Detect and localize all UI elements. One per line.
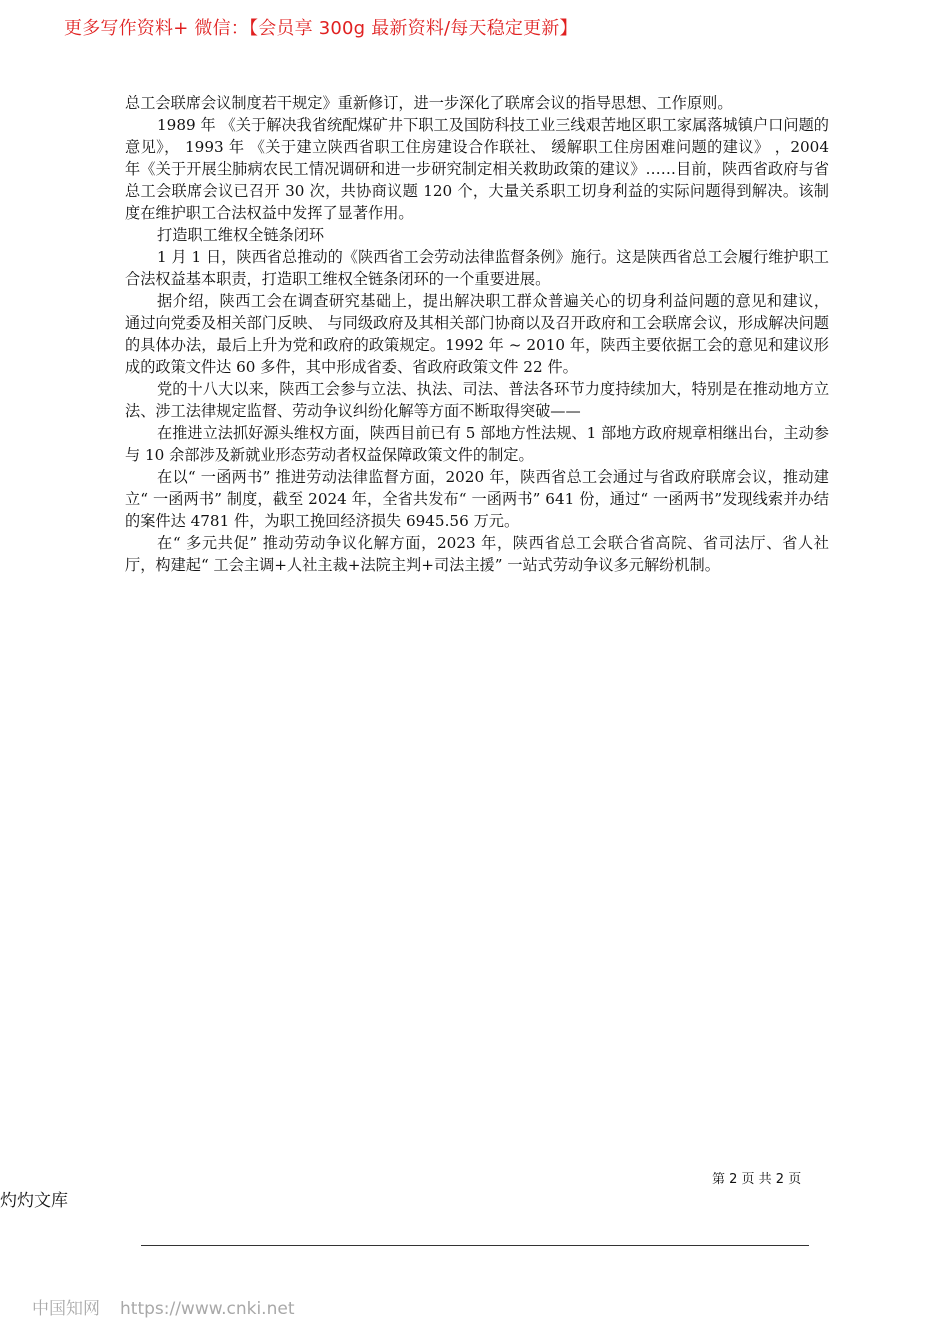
footer-divider bbox=[141, 1245, 809, 1246]
body-paragraph: 在“ 多元共促” 推动劳动争议化解方面，2023 年，陕西省总工会联合省高院、省司法厅、省人社厅，构建起“ 工会主调+人社主裁+法院主判+司法主援” 一站式劳动争议多元解纷机制。 bbox=[125, 534, 829, 574]
body-paragraph: 在以“ 一函两书” 推进劳动法律监督方面，2020 年，陕西省总工会通过与省政府联席会议，推动建立“ 一函两书” 制度，截至 2024 年，全省共发布“ 一函两书” 641 份，通过“ 一函两书”发现线索并办结的案件达 4781 件，为职工挽回经济损失 6945.56 万元。 bbox=[125, 468, 829, 530]
body-paragraph: 党的十八大以来，陕西工会参与立法、执法、司法、普法各环节力度持续加大，特别是在推动地方立法、涉工法律规定监督、劳动争议纠纷化解等方面不断取得突破—— bbox=[125, 380, 829, 420]
document-body bbox=[125, 92, 829, 576]
body-paragraph: 据介绍，陕西工会在调查研究基础上，提出解决职工群众普遍关心的切身利益问题的意见和建议， 通过向党委及相关部门反映、 与同级政府及其相关部门协商以及召开政府和工会联席会议，形成解决问题的具体办法，最后上升为党和政府的政策规定。1992 年 ~ 2010 年，陕西主要依据工会的意见和建议形成的政策文件达 60 多件，其中形成省委、省政府政策文件 22 件。 bbox=[125, 292, 829, 376]
page-number: 第 2 页 共 2 页 bbox=[712, 1172, 802, 1187]
watermark-url: https://www.cnki.net bbox=[120, 1299, 295, 1319]
library-name: 灼灼文库 bbox=[0, 1191, 68, 1211]
body-paragraph: 1989 年 《关于解决我省统配煤矿井下职工及国防科技工业三线艰苦地区职工家属落城镇户口问题的意见》， 1993 年 《关于建立陕西省职工住房建设合作联社、 缓解职工住房困难问题的建议》 ，2004 年《关于开展尘肺病农民工情况调研和进一步研究制定相关救助政策的建议》……目前，陕西省政府与省总工会联席会议已召开 30 次，共协商议题 120 个，大量关系职工切身利益的实际问题得到解决。该制度在维护职工合法权益中发挥了显著作用。 bbox=[125, 116, 829, 222]
body-paragraph: 1 月 1 日，陕西省总推动的《陕西省工会劳动法律监督条例》施行。这是陕西省总工会履行维护职工合法权益基本职责，打造职工维权全链条闭环的一个重要进展。 bbox=[125, 248, 829, 288]
watermark-site-name: 中国知网 bbox=[32, 1299, 100, 1319]
body-paragraph: 在推进立法抓好源头维权方面，陕西目前已有 5 部地方性法规、1 部地方政府规章相继出台，主动参与 10 余部涉及新就业形态劳动者权益保障政策文件的制定。 bbox=[125, 424, 829, 464]
header-promo-banner: 更多写作资料+ 微信：【会员享 300g 最新资料/每天稳定更新】 bbox=[64, 18, 578, 39]
body-paragraph: 总工会联席会议制度若干规定》重新修订，进一步深化了联席会议的指导思想、工作原则。 bbox=[125, 94, 733, 112]
source-watermark bbox=[32, 1294, 294, 1319]
section-heading: 打造职工维权全链条闭环 bbox=[157, 226, 325, 244]
